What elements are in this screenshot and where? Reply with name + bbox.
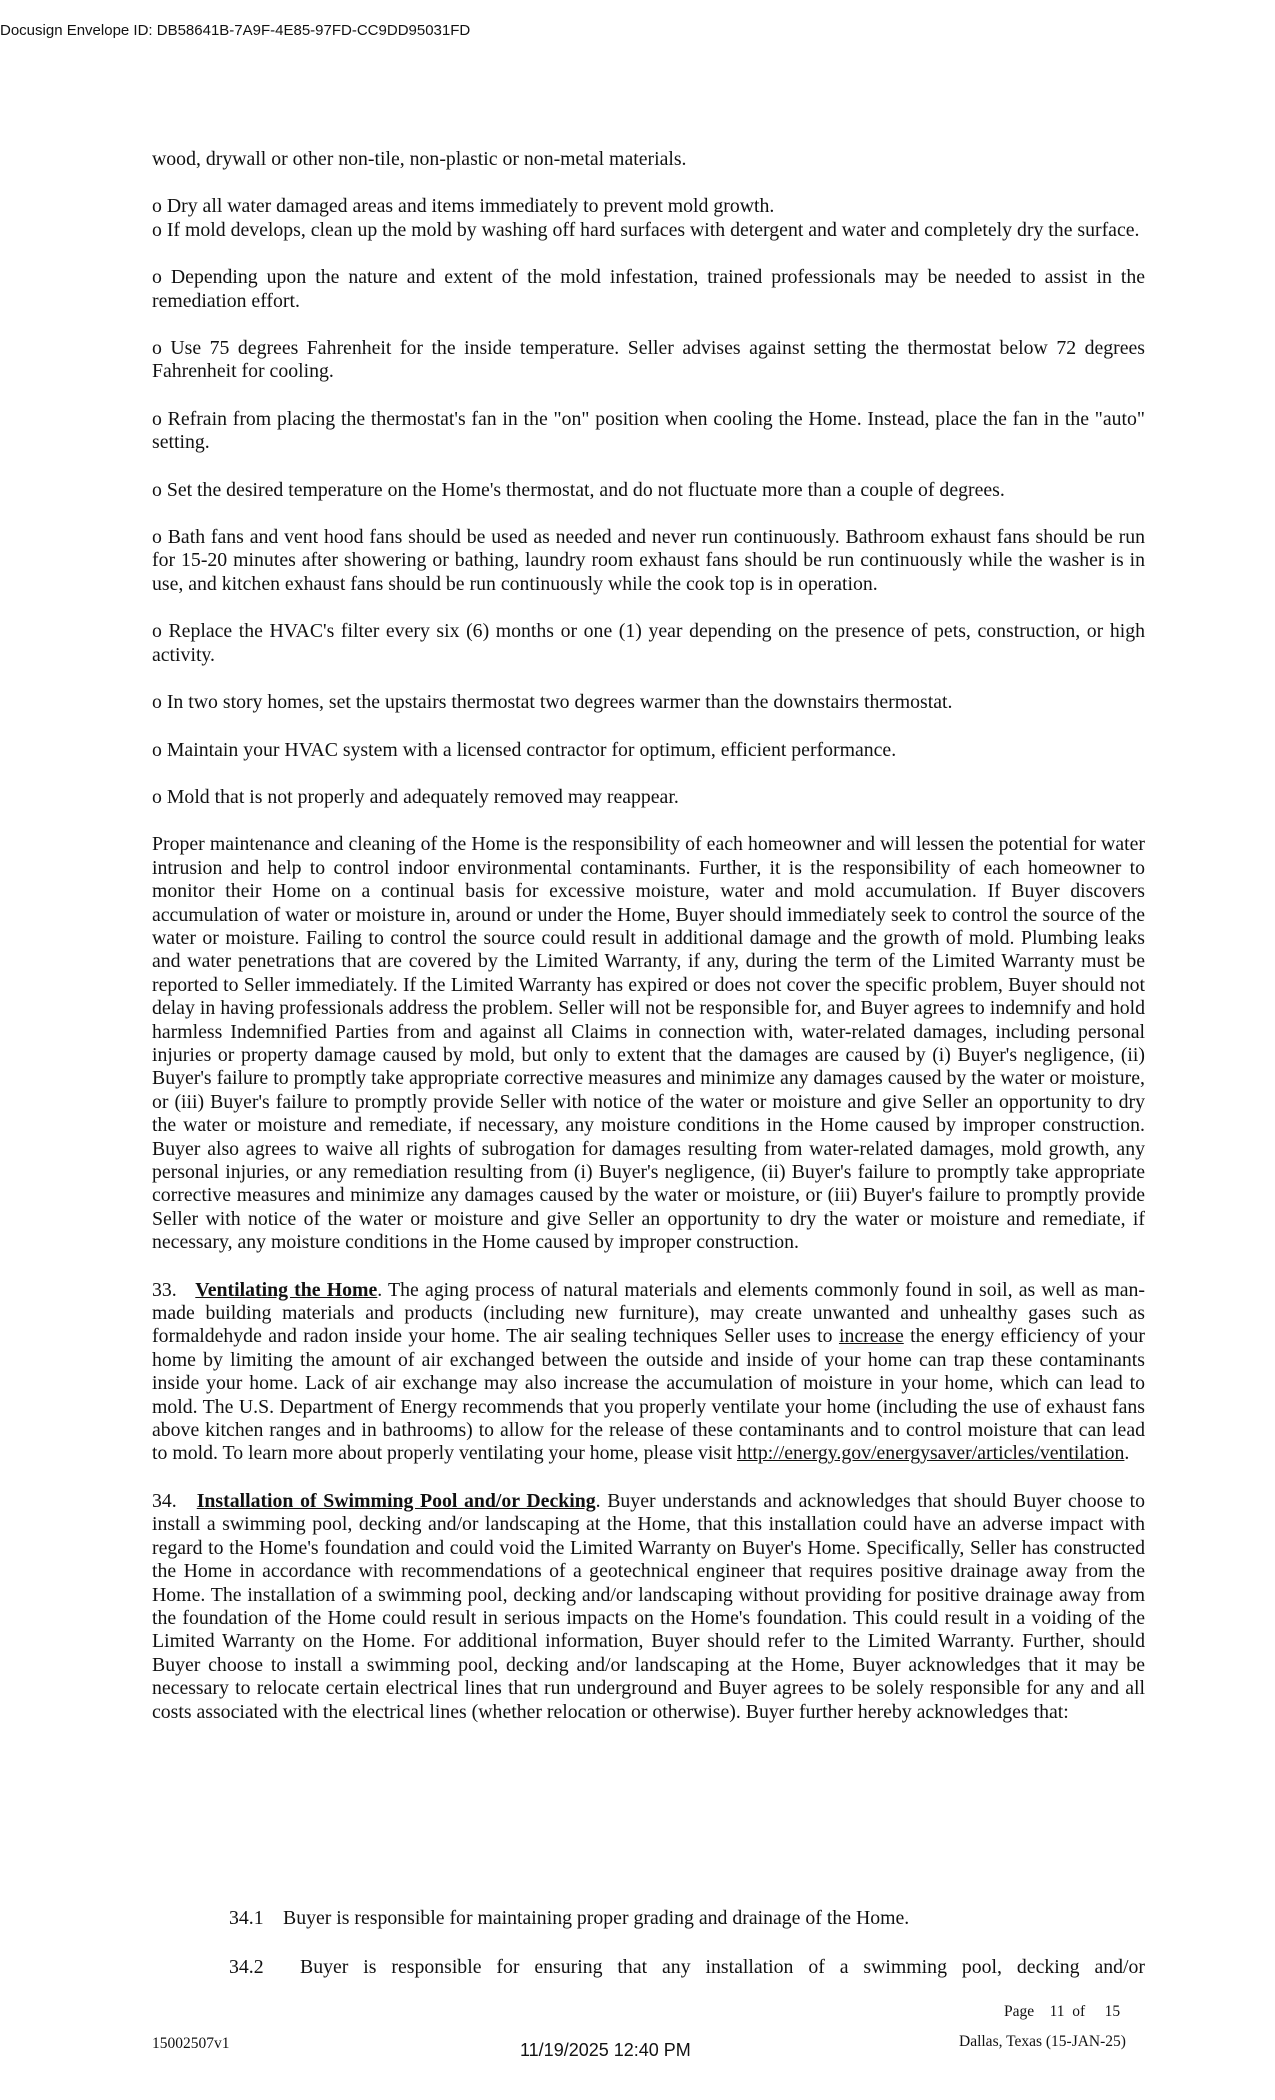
document-id: 15002507v1 bbox=[152, 2035, 230, 2052]
section-33-text-1: . The aging process of natural materials and elements commonly found in soil, as well as man-made building materials and products (including new furniture), may create unwanted and unhealthy gases such as formaldehyde and radon inside your home. The air sealing techniques Seller uses to bbox=[152, 1278, 1145, 1348]
section-34-item-2-number: 34.2 bbox=[229, 1956, 264, 1978]
bullet-thermostat: o Set the desired temperature on the Home's thermostat, and do not fluctuate more than a couple of degrees. bbox=[152, 478, 1005, 501]
section-34-item-2-text: Buyer is responsible for ensuring that any installation of a swimming pool, decking and/or bbox=[300, 1956, 1145, 1978]
bullet-fan: o Refrain from placing the thermostat's fan in the "on" position when cooling the Home. Instead, place the fan in the "auto" setting. bbox=[152, 407, 1145, 454]
section-34-text: . Buyer understands and acknowledges that should Buyer choose to install a swimming pool, decking and/or landscaping at the Home, that this installation could have an adverse impact with regard to the Home's foundation and could void the Limited Warranty on Buyer's Home. Specifically, Seller has constructed the Home in accordance with recommendations of a geotechnical engineer that requires positive drainage away from the Home. The installation of a swimming pool, decking and/or landscaping without providing for positive drainage away from the foundation of the Home could result in serious impacts on the Home's foundation. This could result in a voiding of the Limited Warranty on the Home. For additional information, Buyer should refer to the Limited Warranty. Further, should Buyer choose to install a swimming pool, decking and/or landscaping at the Home, Buyer acknowledges that it may be necessary to relocate certain electrical lines that run underground and Buyer agrees to be solely responsible for any and all costs associated with the electrical lines (whether relocation or otherwise). Buyer further hereby acknowledges that: bbox=[152, 1489, 1145, 1723]
bullet-dry-areas: o Dry all water damaged areas and items immediately to prevent mold growth. bbox=[152, 195, 775, 218]
section-34 bbox=[152, 1490, 1145, 1724]
section-34-item-1 bbox=[229, 1907, 1145, 1930]
page-number: Page 11 of 15 bbox=[1004, 2003, 1121, 2020]
section-34-title: Installation of Swimming Pool and/or Decking bbox=[196, 1489, 596, 1512]
bullet-mold-reappear: o Mold that is not properly and adequately removed may reappear. bbox=[152, 785, 679, 808]
bullet-mold-clean: o If mold develops, clean up the mold by washing off hard surfaces with detergent and water and completely dry the surface. bbox=[152, 218, 1140, 241]
document-location: Dallas, Texas (15-JAN-25) bbox=[959, 2033, 1126, 2050]
signature-timestamp: 11/19/2025 12:40 PM bbox=[520, 2040, 691, 2060]
bullet-hvac: o Maintain your HVAC system with a licensed contractor for optimum, efficient performance. bbox=[152, 738, 897, 761]
section-34-item-2 bbox=[229, 1956, 1145, 1979]
maintenance-paragraph: Proper maintenance and cleaning of the Home is the responsibility of each homeowner and will lessen the potential for water intrusion and help to control indoor environmental contaminants. Further, it is the responsibility of each homeowner to monitor their Home on a continual basis for excessive moisture, water and mold accumulation. If Buyer discovers accumulation of water or moisture in, around or under the Home, Buyer should immediately seek to control the source of the water or moisture. Failing to control the source could result in additional damage and the growth of mold. Plumbing leaks and water penetrations that are covered by the Limited Warranty, if any, during the term of the Limited Warranty must be reported to Seller immediately. If the Limited Warranty has expired or does not cover the specific problem, Buyer should not delay in having professionals address the problem. Seller will not be responsible for, and Buyer agrees to indemnify and hold harmless Indemnified Parties from and against all Claims in connection with, water-related damages, including personal injuries or property damage caused by mold, but only to extent that the damages are caused by (i) Buyer's negligence, (ii) Buyer's failure to promptly take appropriate corrective measures and minimize any damages caused by the water or moisture, or (iii) Buyer's failure to promptly provide Seller with notice of the water or moisture and give Seller an opportunity to dry the water or moisture and remediate, if necessary, any moisture conditions in the Home caused by improper construction. Buyer also agrees to waive all rights of subrogation for damages resulting from water-related damages, mold growth, any personal injuries, or any remediation resulting from (i) Buyer's negligence, (ii) Buyer's failure to promptly take appropriate corrective measures and minimize any damages caused by the water or moisture, or (iii) Buyer's failure to promptly provide Seller with notice of the water or moisture and give Seller an opportunity to dry the water or moisture and remediate, if necessary, any moisture conditions in the Home caused by improper construction. bbox=[152, 833, 1145, 1254]
section-33-text-2: the energy efficiency of your home by limiting the amount of air exchanged between the outside and inside of your home can trap these contaminants inside your home. Lack of air exchange may also increase the accumulation of moisture in your home, which can lead to mold. The U.S. Department of Energy recommends that you properly ventilate your home (including the use of exhaust fans above kitchen ranges and in bathrooms) to allow for the release of these contaminants and to control moisture that can lead to mold. To learn more about properly ventilating your home, please visit bbox=[152, 1325, 1145, 1465]
bullet-continuation: wood, drywall or other non-tile, non-plastic or non-metal materials. bbox=[152, 148, 687, 170]
bullet-two-story: o In two story homes, set the upstairs thermostat two degrees warmer than the downstairs thermostat. bbox=[152, 691, 953, 714]
bullet-exhaust-fans: o Bath fans and vent hood fans should be used as needed and never run continuously. Bathroom exhaust fans should be run for 15-20 minutes after showering or bathing, laundry room exhaust fans should be run continuously while the washer is in use, and kitchen exhaust fans should be run continuously while the cook top is in operation. bbox=[152, 526, 1145, 595]
section-33-text-3: . bbox=[1124, 1442, 1130, 1465]
bullet-professionals: o Depending upon the nature and extent of the mold infestation, trained professionals may be needed to assist in the remediation effort. bbox=[152, 266, 1145, 312]
ventilation-link[interactable]: http://energy.gov/energysaver/articles/ventilation bbox=[736, 1442, 1125, 1465]
bullet-temperature: o Use 75 degrees Fahrenheit for the inside temperature. Seller advises against setting the thermostat below 72 degrees Fahrenheit for cooling. bbox=[152, 337, 1145, 383]
section-33-underlined: increase bbox=[838, 1325, 904, 1348]
section-34-number: 34. bbox=[152, 1489, 177, 1512]
envelope-id: Docusign Envelope ID: DB58641B-7A9F-4E85-97FD-CC9DD95031FD bbox=[0, 22, 471, 39]
section-33 bbox=[152, 1279, 1145, 1466]
document-body bbox=[152, 148, 1145, 1748]
section-33-title: Ventilating the Home bbox=[195, 1278, 378, 1301]
section-34-item-1-text: Buyer is responsible for maintaining proper grading and drainage of the Home. bbox=[283, 1907, 910, 1929]
section-34-item-1-number: 34.1 bbox=[229, 1907, 264, 1929]
bullet-filter: o Replace the HVAC's filter every six (6) months or one (1) year depending on the presence of pets, construction, or high activity. bbox=[152, 620, 1145, 666]
section-33-number: 33. bbox=[152, 1278, 177, 1301]
